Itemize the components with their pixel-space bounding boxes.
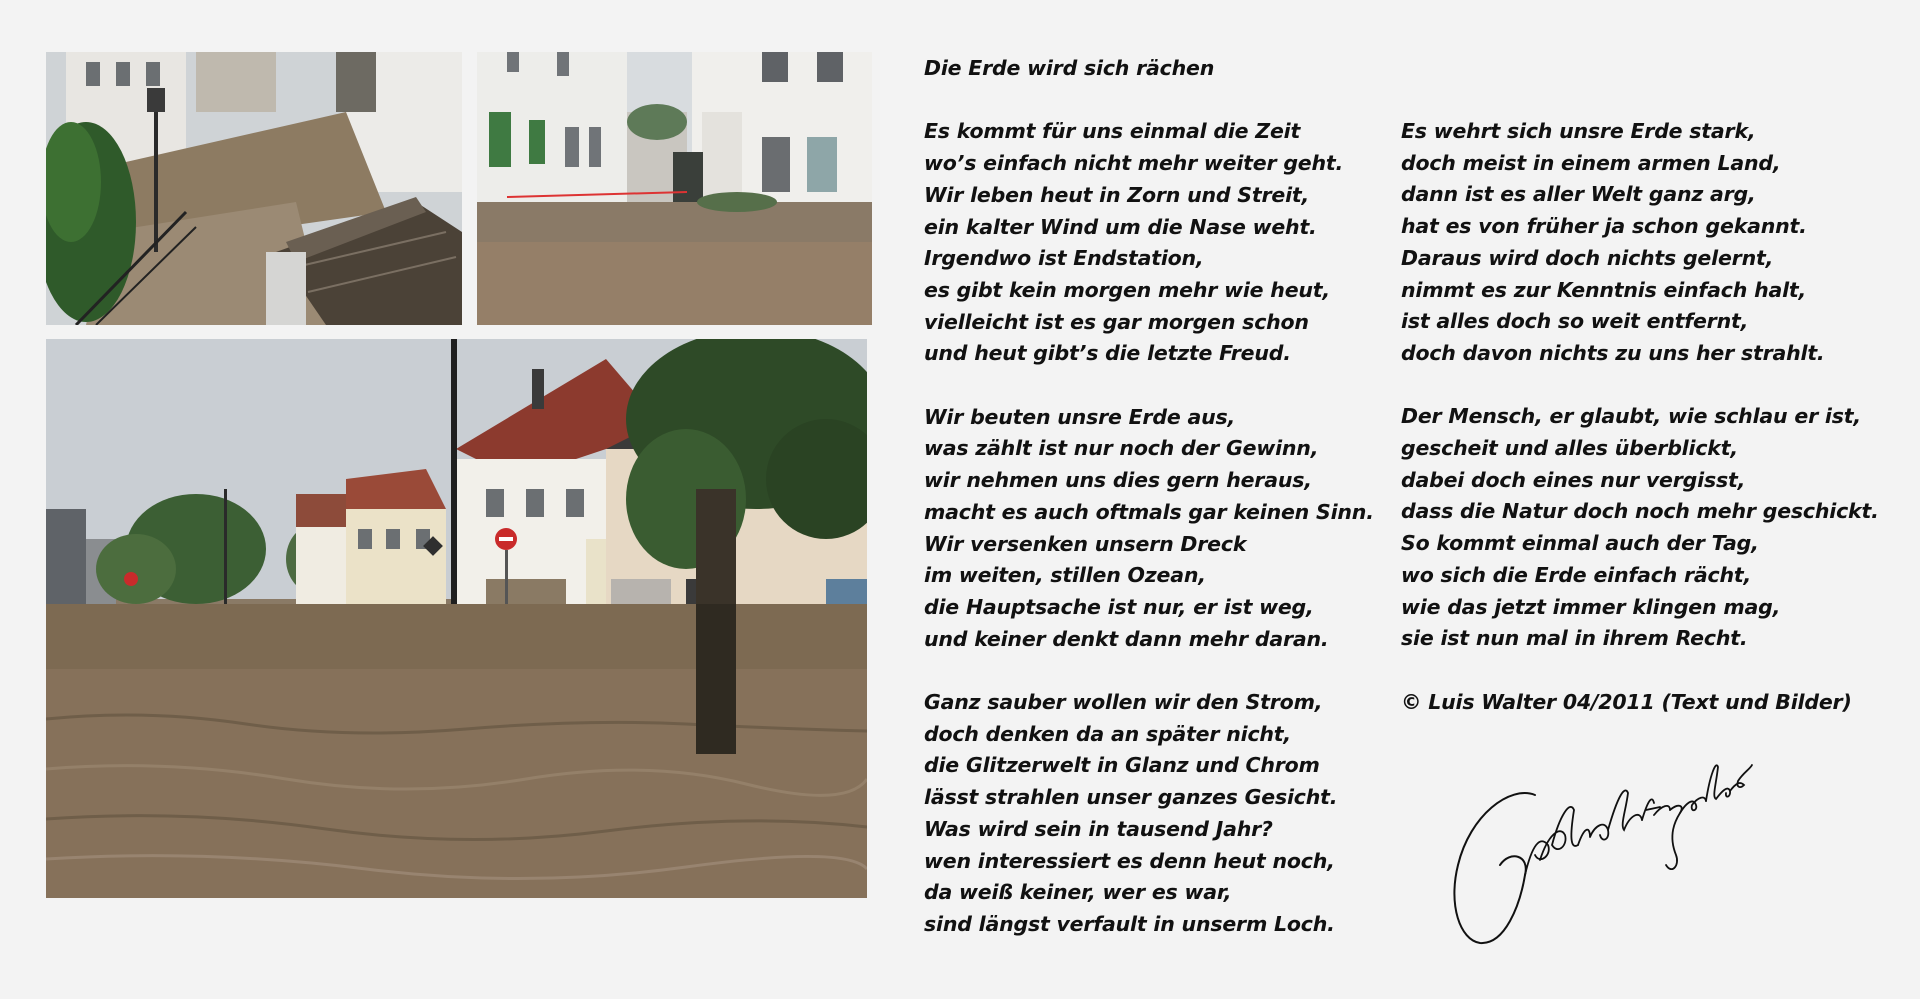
poem-line: sie ist nun mal in ihrem Recht. bbox=[1401, 626, 1748, 651]
poem-title: Die Erde wird sich rächen bbox=[924, 56, 1215, 80]
poem-line: lässt strahlen unser ganzes Gesicht. bbox=[924, 785, 1338, 810]
poem-line: Es kommt für uns einmal die Zeit bbox=[924, 119, 1301, 144]
flooded-houses-photo bbox=[477, 52, 872, 325]
poem-line: ein kalter Wind um die Nase weht. bbox=[924, 214, 1317, 239]
copyright-stanza bbox=[1401, 687, 1901, 719]
poem-line: doch meist in einem armen Land, bbox=[1401, 150, 1781, 175]
stanza-1 bbox=[924, 116, 1364, 370]
poem-line: wo sich die Erde einfach rächt, bbox=[1401, 562, 1752, 587]
flooded-houses-photo-icon bbox=[477, 52, 872, 325]
poem-line: die Glitzerwelt in Glanz und Chrom bbox=[924, 753, 1320, 778]
poem-line: es gibt kein morgen mehr wie heut, bbox=[924, 277, 1330, 302]
poem-line: dabei doch eines nur vergisst, bbox=[1401, 467, 1746, 492]
poem-line: Es wehrt sich unsre Erde stark, bbox=[1401, 119, 1756, 143]
poem-line: So kommt einmal auch der Tag, bbox=[1401, 531, 1759, 556]
flooded-town-street-photo bbox=[46, 339, 867, 898]
poem-line: gescheit und alles überblickt, bbox=[1401, 436, 1738, 461]
stanza-3 bbox=[924, 687, 1364, 941]
flooded-town-street-photo-icon bbox=[46, 339, 867, 898]
poem-line: was zählt ist nur noch der Gewinn, bbox=[924, 436, 1319, 461]
poem-line: wie das jetzt immer klingen mag, bbox=[1401, 594, 1781, 619]
copyright-text: © Luis Walter 04/2011 (Text und Bilder) bbox=[1401, 689, 1852, 714]
poem-line: vielleicht ist es gar morgen schon bbox=[924, 309, 1309, 334]
stanza-2 bbox=[924, 402, 1374, 656]
poem-line: hat es von früher ja schon gekannt. bbox=[1401, 214, 1807, 239]
poem-line: im weiten, stillen Ozean, bbox=[924, 563, 1206, 588]
poem-line: Was wird sein in tausend Jahr? bbox=[924, 816, 1273, 841]
poem-line: macht es auch oftmals gar keinen Sinn. bbox=[924, 499, 1374, 524]
poem-line: Der Mensch, er glaubt, wie schlau er ist, bbox=[1401, 404, 1861, 429]
poem-line: doch denken da an später nicht, bbox=[924, 721, 1291, 746]
poem-line: ist alles doch so weit entfernt, bbox=[1401, 309, 1749, 334]
poem-right-column bbox=[1401, 116, 1901, 718]
stanza-4 bbox=[1401, 116, 1901, 370]
poem-line: Daraus wird doch nichts gelernt, bbox=[1401, 245, 1774, 270]
poem-line: wir nehmen uns dies gern heraus, bbox=[924, 468, 1312, 493]
poem-line: wo’s einfach nicht mehr weiter geht. bbox=[924, 151, 1344, 176]
poem-line: Wir leben heut in Zorn und Streit, bbox=[924, 182, 1310, 207]
poem-line: dass die Natur doch noch mehr geschickt. bbox=[1401, 499, 1879, 524]
poem-left-column bbox=[924, 53, 1374, 941]
poem-line: wen interessiert es denn heut noch, bbox=[924, 848, 1335, 873]
poem-line: doch davon nichts zu uns her strahlt. bbox=[1401, 340, 1825, 365]
stanza-5 bbox=[1401, 401, 1901, 655]
poem-line: sind längst verfault in unserm Loch. bbox=[924, 911, 1335, 936]
poem-line: Irgendwo ist Endstation, bbox=[924, 246, 1204, 271]
poem-line: und keiner denkt dann mehr daran. bbox=[924, 626, 1329, 651]
poem-line: Wir beuten unsre Erde aus, bbox=[924, 404, 1236, 429]
signature bbox=[1440, 755, 1760, 955]
poem-line: und heut gibt’s die letzte Freud. bbox=[924, 341, 1291, 366]
flooded-street-photo-icon bbox=[46, 52, 462, 325]
poem-line: da weiß keiner, wer es war, bbox=[924, 880, 1232, 905]
signature-icon bbox=[1440, 755, 1760, 955]
poem-line: Ganz sauber wollen wir den Strom, bbox=[924, 690, 1323, 715]
poem-line: die Hauptsache ist nur, er ist weg, bbox=[924, 594, 1314, 619]
flooded-street-photo bbox=[46, 52, 462, 325]
poem-line: nimmt es zur Kenntnis einfach halt, bbox=[1401, 277, 1807, 302]
poem-line: dann ist es aller Welt ganz arg, bbox=[1401, 182, 1756, 207]
poem-line: Wir versenken unsern Dreck bbox=[924, 531, 1247, 556]
